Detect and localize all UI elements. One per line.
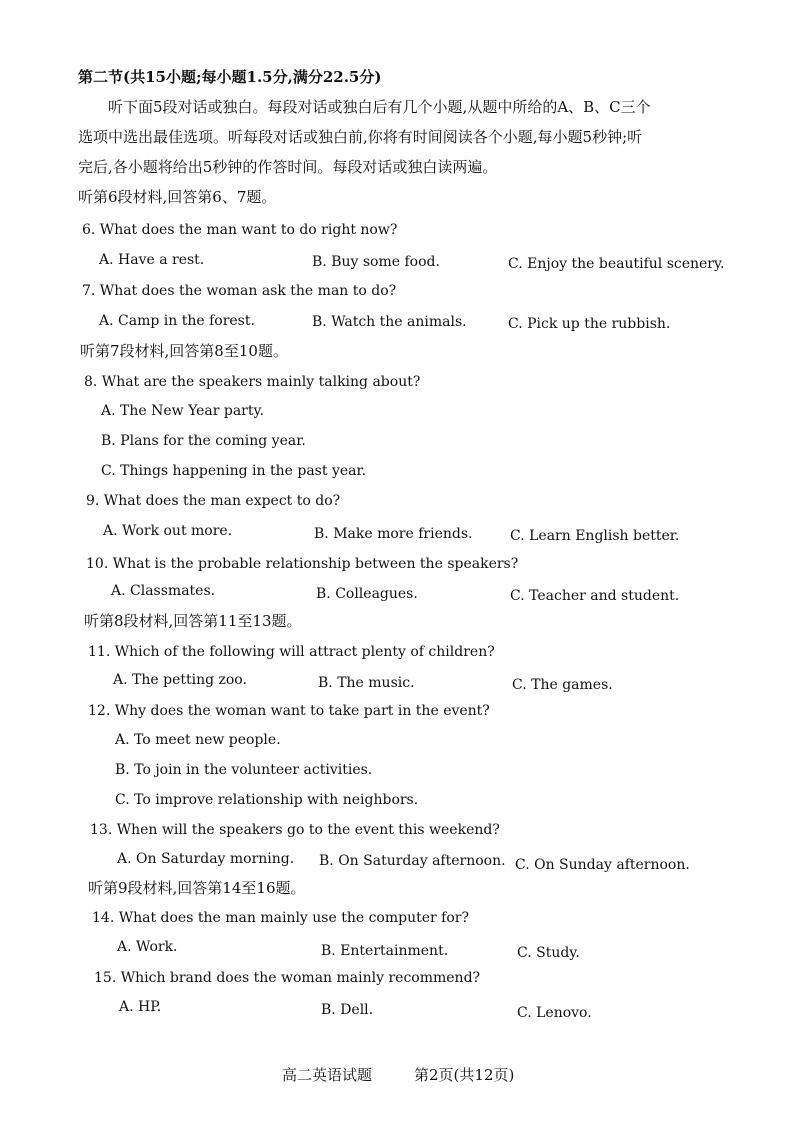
instruction-line-1: 听下面5段对话或独白。每段对话或独白后有几个小题,从题中所给的A、B、C三个 xyxy=(108,98,651,116)
option-a[interactable]: A. HP. xyxy=(119,999,162,1015)
question-stem: 12. Why does the woman want to take part in the event? xyxy=(88,703,490,719)
option-c[interactable]: C. The games. xyxy=(512,677,613,693)
material-label: 听第6段材料,回答第6、7题。 xyxy=(78,188,277,206)
option-a[interactable]: A. To meet new people. xyxy=(115,732,281,748)
option-c[interactable]: C. Teacher and student. xyxy=(510,588,680,604)
option-c[interactable]: C. On Sunday afternoon. xyxy=(515,857,690,873)
footer-subject: 高二英语试题 xyxy=(282,1066,373,1084)
option-b[interactable]: B. Plans for the coming year. xyxy=(101,433,306,449)
option-c[interactable]: C. Lenovo. xyxy=(517,1005,592,1021)
option-c[interactable]: C. Learn English better. xyxy=(510,528,680,544)
option-c[interactable]: C. Study. xyxy=(517,945,580,961)
option-c[interactable]: C. Things happening in the past year. xyxy=(101,463,367,479)
option-a[interactable]: A. Work. xyxy=(117,939,178,955)
question-stem: 8. What are the speakers mainly talking about? xyxy=(84,374,421,390)
question-stem: 13. When will the speakers go to the event this weekend? xyxy=(90,822,500,838)
option-a[interactable]: A. Classmates. xyxy=(111,583,216,599)
question-stem: 6. What does the man want to do right now? xyxy=(82,222,398,238)
option-b[interactable]: B. To join in the volunteer activities. xyxy=(115,762,373,778)
option-a[interactable]: A. Have a rest. xyxy=(99,252,205,268)
option-a[interactable]: A. On Saturday morning. xyxy=(117,851,295,867)
question-stem: 11. Which of the following will attract plenty of children? xyxy=(88,644,495,660)
question-stem: 9. What does the man expect to do? xyxy=(86,493,341,509)
instruction-line-3: 完后,各小题将给出5秒钟的作答时间。每段对话或独白读两遍。 xyxy=(78,158,498,176)
instruction-line-2: 选项中选出最佳选项。听每段对话或独白前,你将有时间阅读各个小题,每小题5秒钟;听 xyxy=(78,128,643,146)
material-label: 听第8段材料,回答第11至13题。 xyxy=(84,612,302,630)
footer-page-number: 第2页(共12页) xyxy=(414,1066,515,1084)
option-c[interactable]: C. To improve relationship with neighbors. xyxy=(115,792,419,808)
section-title: 第二节(共15小题;每小题1.5分,满分22.5分) xyxy=(78,68,382,86)
option-b[interactable]: B. The music. xyxy=(318,675,415,691)
option-b[interactable]: B. Entertainment. xyxy=(321,943,449,959)
material-label: 听第7段材料,回答第8至10题。 xyxy=(80,342,288,360)
option-a[interactable]: A. The New Year party. xyxy=(101,403,264,419)
question-stem: 14. What does the man mainly use the computer for? xyxy=(92,910,469,926)
option-b[interactable]: B. Dell. xyxy=(321,1002,374,1018)
option-a[interactable]: A. The petting zoo. xyxy=(113,672,247,688)
option-b[interactable]: B. Watch the animals. xyxy=(312,314,467,330)
option-b[interactable]: B. On Saturday afternoon. xyxy=(319,853,506,869)
option-c[interactable]: C. Pick up the rubbish. xyxy=(508,316,671,332)
option-a[interactable]: A. Work out more. xyxy=(103,523,233,539)
option-b[interactable]: B. Colleagues. xyxy=(316,586,418,602)
question-stem: 10. What is the probable relationship between the speakers? xyxy=(86,556,519,572)
option-b[interactable]: B. Make more friends. xyxy=(314,526,473,542)
question-stem: 7. What does the woman ask the man to do? xyxy=(82,283,397,299)
material-label: 听第9段材料,回答第14至16题。 xyxy=(88,879,306,897)
option-c[interactable]: C. Enjoy the beautiful scenery. xyxy=(508,256,725,272)
option-a[interactable]: A. Camp in the forest. xyxy=(99,313,255,329)
option-b[interactable]: B. Buy some food. xyxy=(312,254,440,270)
question-stem: 15. Which brand does the woman mainly recommend? xyxy=(94,970,481,986)
